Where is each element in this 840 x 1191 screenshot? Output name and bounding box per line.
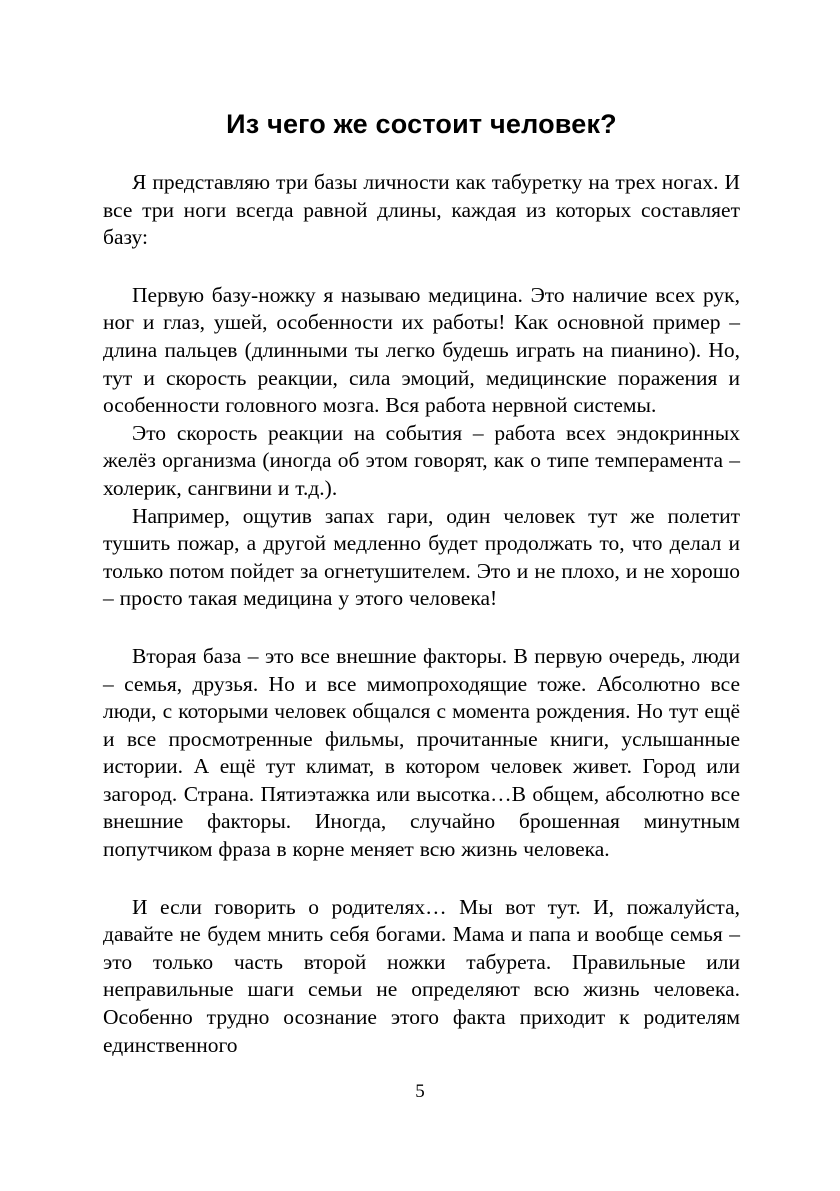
paragraph-6: И если говорить о родителях… Мы вот тут. И, пожалуйста, давайте не будем мнить себя богами. Мама и папа и вообще семья – это только часть второй ножки табурета. Правильные или неправильные шаги семьи не определяют всю жизнь человека. Особенно трудно осознание этого факта приходит к родителям единственного: [103, 894, 740, 1057]
paragraph-1: Я представляю три базы личности как табуретку на трех ногах. И все три ноги всегда равной длины, каждая из которых составляет базу:: [103, 170, 740, 250]
paragraph-3: Это скорость реакции на события – работа всех эндокринных желёз организма (иногда об этом говорят, как о типе темперамента – холерик, сангвини и т.д.).: [103, 420, 740, 500]
page-number: 5: [415, 1081, 425, 1102]
paragraph-4: Например, ощутив запах гари, один человек тут же полетит тушить пожар, а другой медленно будет продолжать то, что делал и только потом пойдет за огнетушителем. Это и не плохо, и не хорошо – просто такая медицина у этого человека!: [103, 503, 740, 611]
paragraph-5: Вторая база – это все внешние факторы. В первую очередь, люди – семья, друзья. Но и все мимопроходящие тоже. Абсолютно все люди, с которыми человек общался с момента рождения. Но тут ещё и все просмотренные фильмы, прочитанные книги, услышанные истории. А ещё тут климат, в котором человек живет. Город или загород. Страна. Пятиэтажка или высотка…В общем, абсолютно все внешние факторы. Иногда, случайно брошенная минутным попутчиком фраза в корне меняет всю жизнь человека.: [103, 643, 740, 862]
paragraph-2: Первую базу-ножку я называю медицина. Это наличие всех рук, ног и глаз, ушей, особенности их работы! Как основной пример – длина пальцев (длинными ты легко будешь играть на пианино). Но, тут и скорость реакции, сила эмоций, медицинские поражения и особенности головного мозга. Вся работа нервной системы.: [103, 282, 740, 418]
chapter-title: Из чего же состоит человек?: [226, 109, 617, 139]
